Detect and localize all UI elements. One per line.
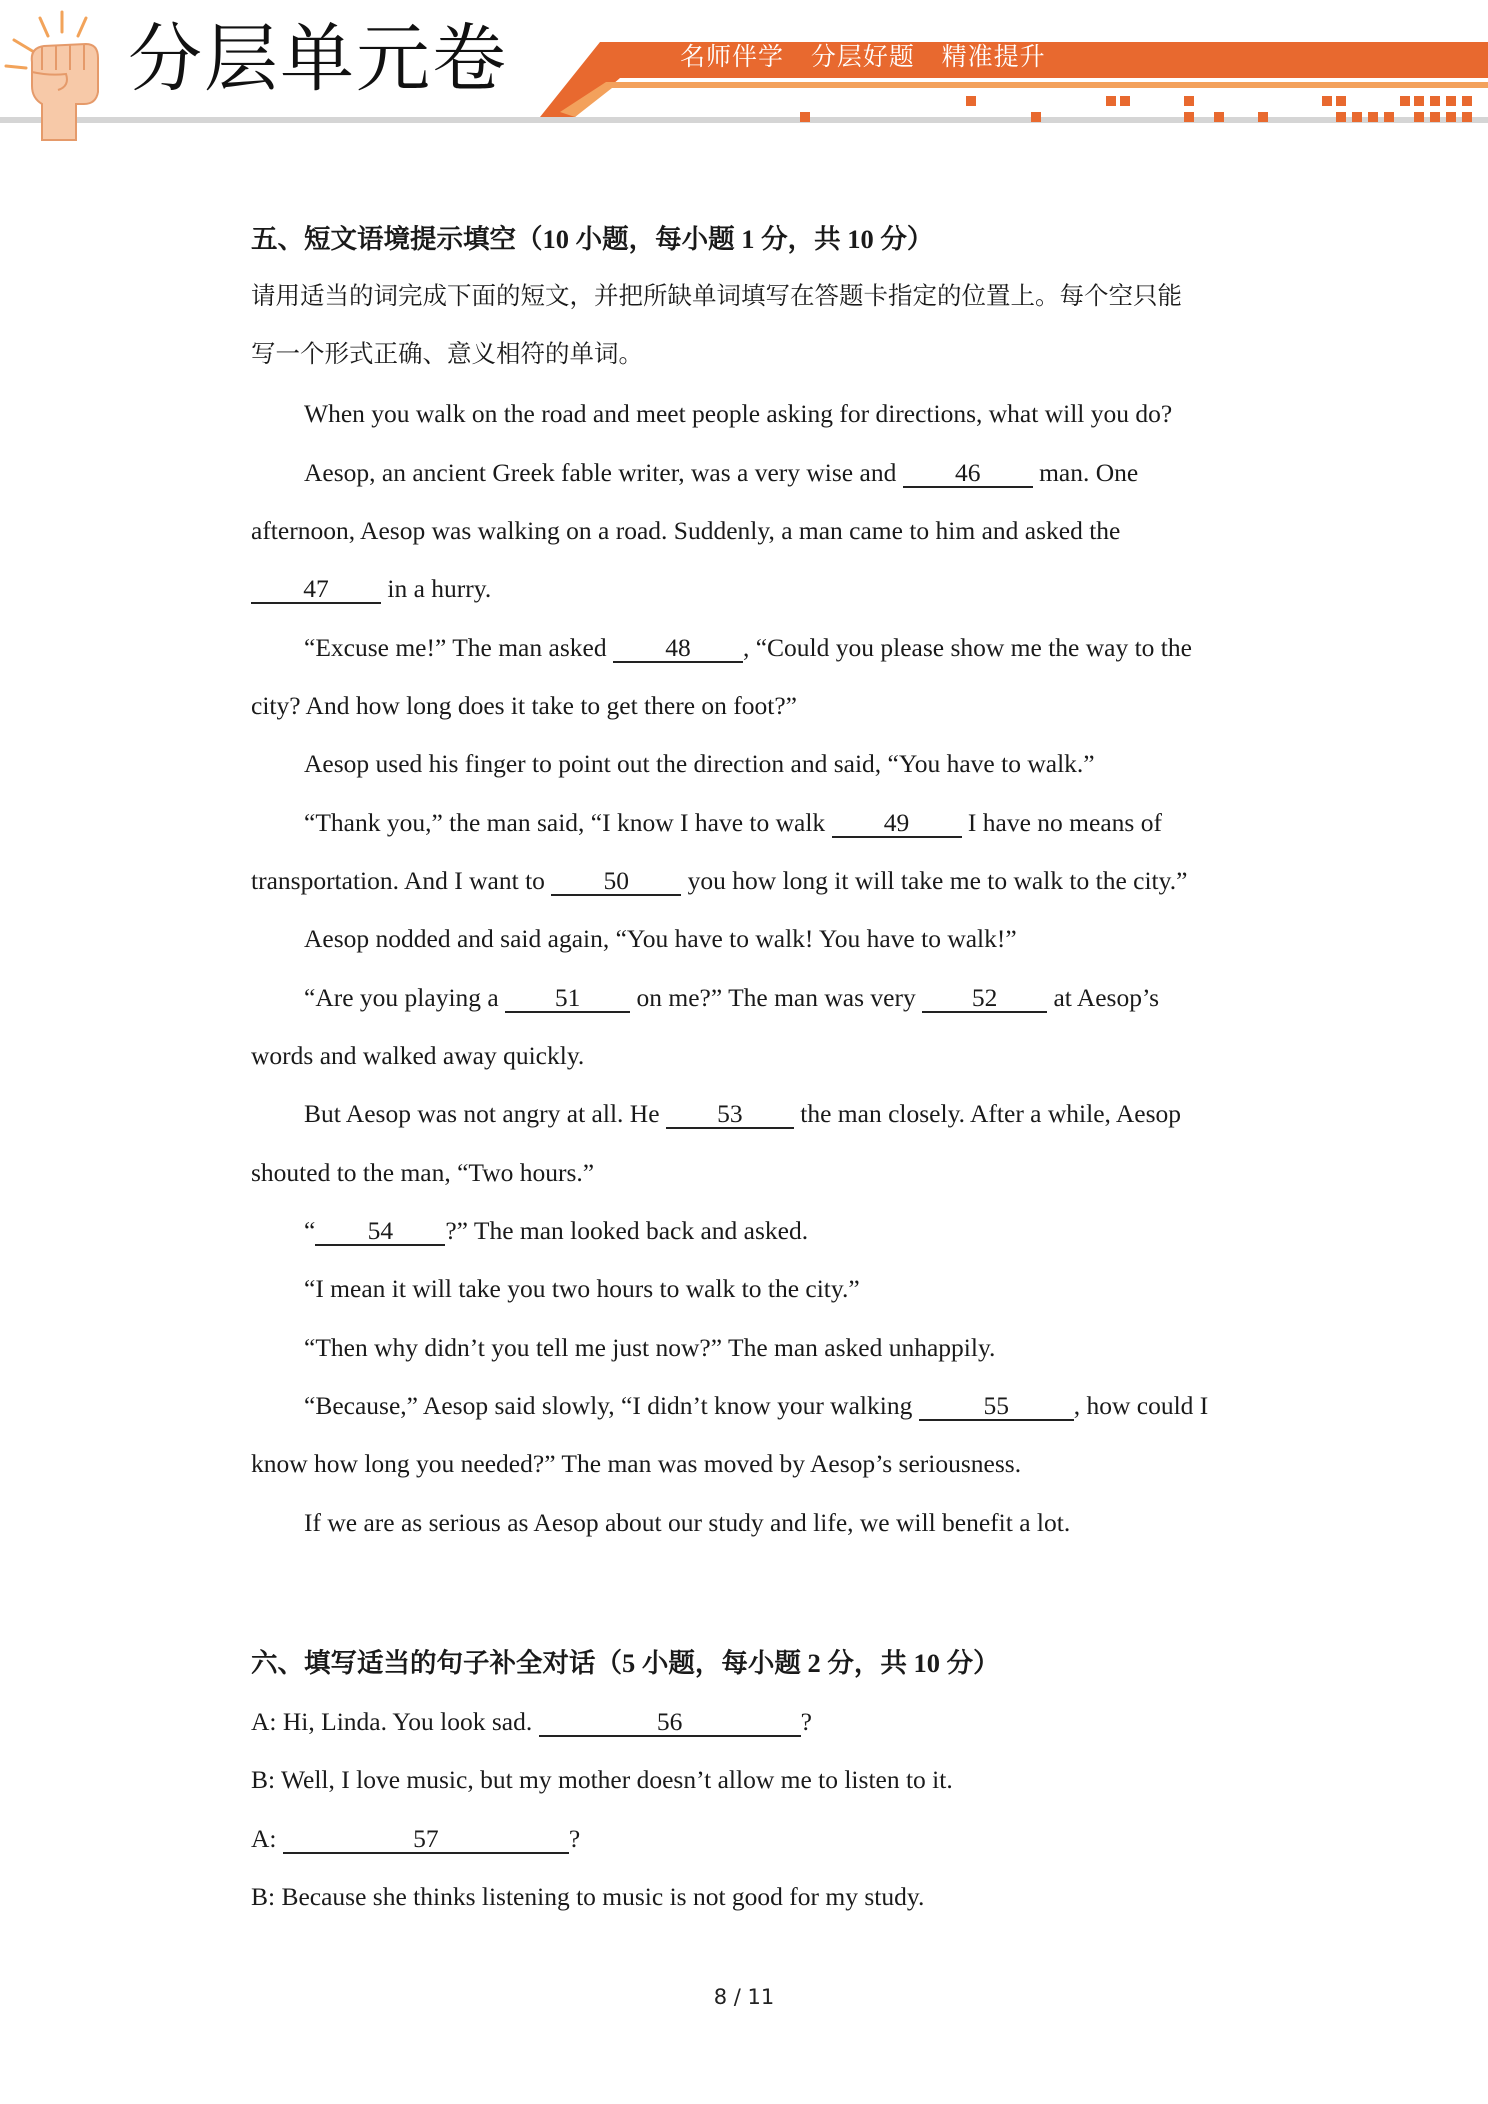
passage-line-10: Aesop nodded and said again, “You have to walk! You have to walk!” bbox=[304, 924, 1017, 953]
passage-line-17: “Then why didn’t you tell me just now?” The man asked unhappily. bbox=[304, 1333, 996, 1362]
passage-line-15 bbox=[304, 1218, 808, 1246]
passage-line-2 bbox=[304, 460, 1138, 488]
passage-text: “Are you playing a bbox=[304, 983, 506, 1012]
passage-text: I have no means of bbox=[961, 808, 1162, 837]
section5-heading: 五、短文语境提示填空（10 小题，每小题 1 分，共 10 分） bbox=[251, 224, 934, 254]
blank-46[interactable]: 46 bbox=[903, 460, 1033, 488]
blank-51[interactable]: 51 bbox=[505, 985, 630, 1013]
passage-text: “Excuse me!” The man asked bbox=[304, 633, 613, 662]
passage-line-16: “I mean it will take you two hours to walk to the city.” bbox=[304, 1274, 860, 1303]
passage-text: Aesop, an ancient Greek fable writer, was a very wise and bbox=[304, 458, 903, 487]
passage-text: transportation. And I want to bbox=[251, 866, 552, 895]
blank-56[interactable]: 56 bbox=[539, 1709, 801, 1737]
passage-text: on me?” The man was very bbox=[630, 983, 923, 1012]
passage-text: , “Could you please show me the way to the bbox=[742, 633, 1192, 662]
blank-55[interactable]: 55 bbox=[919, 1393, 1074, 1421]
blank-47[interactable]: 47 bbox=[251, 576, 381, 604]
passage-line-18 bbox=[304, 1393, 1208, 1421]
section5-instruction-1: 请用适当的词完成下面的短文，并把所缺单词填写在答题卡指定的位置上。每个空只能 bbox=[251, 281, 1182, 310]
passage-text: But Aesop was not angry at all. He bbox=[304, 1099, 666, 1128]
passage-text: ?” The man looked back and asked. bbox=[445, 1216, 809, 1245]
passage-text: you how long it will take me to walk to the city.” bbox=[681, 866, 1188, 895]
dialogue-text: ? bbox=[800, 1707, 812, 1736]
passage-line-5 bbox=[304, 635, 1192, 663]
passage-line-20: If we are as serious as Aesop about our study and life, we will benefit a lot. bbox=[304, 1508, 1071, 1537]
section5-instruction-2: 写一个形式正确、意义相符的单词。 bbox=[251, 339, 643, 368]
passage-line-12: words and walked away quickly. bbox=[251, 1041, 585, 1070]
page-header bbox=[0, 0, 1488, 150]
passage-text: “Thank you,” the man said, “I know I have to walk bbox=[304, 808, 832, 837]
passage-text: in a hurry. bbox=[381, 574, 492, 603]
passage-line-1: When you walk on the road and meet people asking for directions, what will you do? bbox=[304, 399, 1173, 428]
passage-line-8 bbox=[304, 810, 1162, 838]
passage-line-3: afternoon, Aesop was walking on a road. Suddenly, a man came to him and asked the bbox=[251, 516, 1121, 545]
passage-text: “Because,” Aesop said slowly, “I didn’t know your walking bbox=[304, 1391, 919, 1420]
blank-52[interactable]: 52 bbox=[922, 985, 1047, 1013]
dialogue-line-2: B: Well, I love music, but my mother doesn’t allow me to listen to it. bbox=[251, 1765, 953, 1794]
blank-53[interactable]: 53 bbox=[666, 1101, 794, 1129]
passage-line-14: shouted to the man, “Two hours.” bbox=[251, 1158, 595, 1187]
passage-line-19: know how long you needed?” The man was moved by Aesop’s seriousness. bbox=[251, 1449, 1022, 1478]
brand-title: 分层单元卷 bbox=[128, 16, 508, 102]
blank-57[interactable]: 57 bbox=[283, 1826, 569, 1854]
passage-line-4 bbox=[251, 576, 491, 604]
passage-line-7: Aesop used his finger to point out the direction and said, “You have to walk.” bbox=[304, 749, 1095, 778]
passage-text: the man closely. After a while, Aesop bbox=[793, 1099, 1182, 1128]
passage-text: man. One bbox=[1032, 458, 1139, 487]
dialogue-text: A: Hi, Linda. You look sad. bbox=[251, 1707, 539, 1736]
passage-line-6: city? And how long does it take to get there on foot?” bbox=[251, 691, 797, 720]
passage-line-9 bbox=[251, 868, 1187, 896]
header-orange-stripe bbox=[560, 82, 1488, 117]
blank-48[interactable]: 48 bbox=[613, 635, 743, 663]
passage-text: , how could I bbox=[1073, 1391, 1209, 1420]
passage-line-13 bbox=[304, 1101, 1181, 1129]
dialogue-text: ? bbox=[568, 1824, 581, 1853]
blank-49[interactable]: 49 bbox=[832, 810, 962, 838]
dialogue-line-1 bbox=[251, 1709, 812, 1737]
dialogue-line-3 bbox=[251, 1826, 580, 1854]
section6-heading: 六、填写适当的句子补全对话（5 小题，每小题 2 分，共 10 分） bbox=[251, 1648, 1000, 1678]
passage-text: “ bbox=[304, 1216, 316, 1245]
blank-50[interactable]: 50 bbox=[551, 868, 681, 896]
page-number: 8 / 11 bbox=[713, 1985, 775, 2009]
blank-54[interactable]: 54 bbox=[315, 1218, 445, 1246]
passage-line-11 bbox=[304, 985, 1159, 1013]
dialogue-text: A: bbox=[251, 1824, 283, 1853]
header-slogan: 名师伴学 分层好题 精准提升 bbox=[680, 42, 1046, 71]
dialogue-line-4: B: Because she thinks listening to music is not good for my study. bbox=[251, 1882, 925, 1911]
passage-text: at Aesop’s bbox=[1047, 983, 1159, 1012]
